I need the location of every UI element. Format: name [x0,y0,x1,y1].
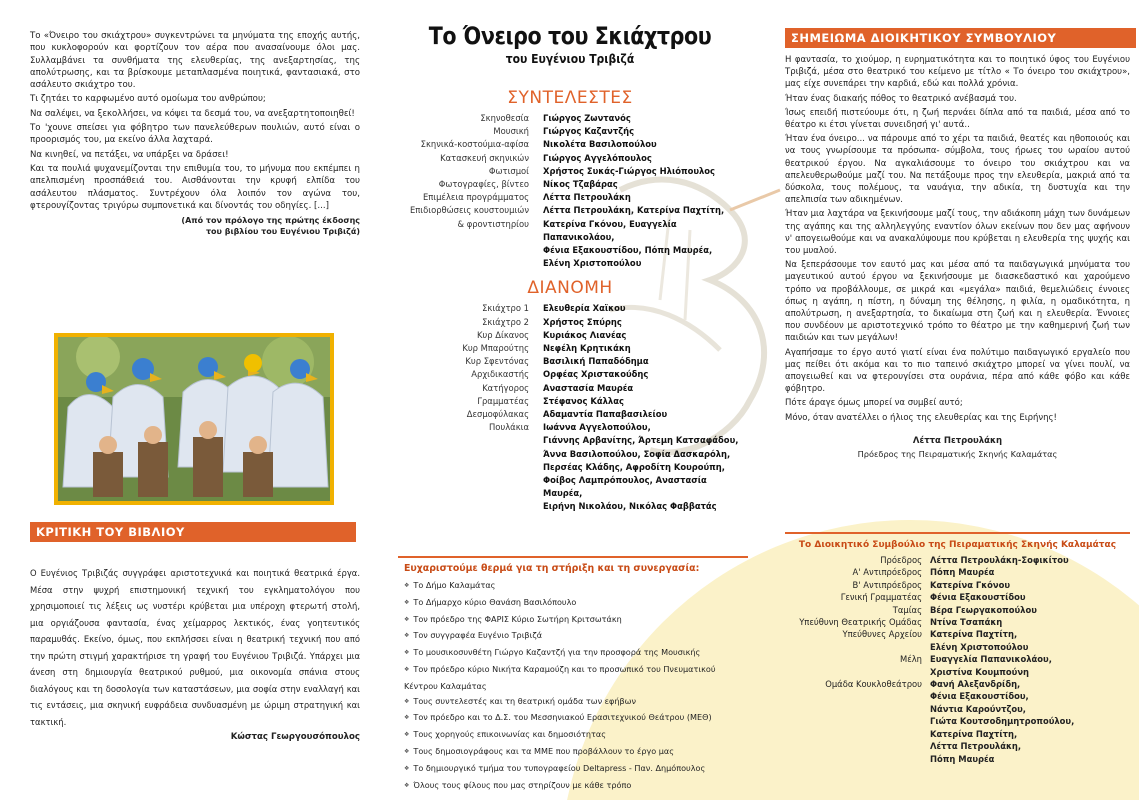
credit-name: Χρήστος Συκάς-Γιώργος Ηλιόπουλος [543,165,716,176]
critique-author: Κώστας Γεωργουσόπουλος [230,732,360,742]
cast-names [543,355,745,368]
cast-row [395,395,745,408]
board-note-paragraph: Ήταν μια λαχτάρα να ξεκινήσουμε μαζί τους, την αδιάκοπη μάχη των δυνάμεων της αγάπης και της αλληλεγγύης εναντίον όλων εκείνων που δεν μας αφήνουν ν' απογειωθούμε και να ανακαλύψουμε που κρύβεται η ελευθερία της ψυχής και του μυαλού. [785,209,1130,257]
credit-row [395,125,745,138]
intro-paragraph: Το 'χουνε σπείσει για φόβητρο των πανελεύθερων πουλιών, αυτό είναι ο προορισμός του, μα εκείνο άλλα λαχταρά. [30,123,360,146]
board-member-name: Ελένη Χριστοπούλου [930,641,1029,652]
thanks-section [398,556,748,794]
board-member-names [930,604,1130,616]
board-member-role: Α' Αντιπρόεδρος [852,567,922,578]
credit-name: Γιώργος Καζαντζής [543,126,635,137]
cast-role-text: Γραμματέας [477,395,529,406]
cast-names [543,408,745,421]
board-member-row [785,678,1130,765]
cast-role [395,408,543,421]
credit-row [395,165,745,178]
board-member-name: Βέρα Γεωργακοπούλου [930,604,1037,615]
credit-name: Λέττα Πετρουλάκη [543,192,631,203]
thanks-item: ❖ Τον πρόεδρο και το Δ.Σ. του Μεσσηνιακού Ερασιτεχνικού Θεάτρου (ΜΕΘ) [404,710,748,727]
board-member-row [785,653,1130,678]
cast-name: Ιωάννα Αγγελοπούλου, [543,422,651,433]
intro-paragraph: Και τα πουλιά ψυχανεμίζονται την επιθυμία του, το μήνυμα που εκπέμπει η απελπισμένη προσπάθειά του. Αισθάνονται την κρυφή ελπίδα του ασάλευτου πλάσματος. Συντρέχουν όλα λοιπόν τον αγώνα του, φτερουγίζοντας τριγύρω συμπονετικά και δίνοντάς του οδηγίες. [...] [30,163,360,211]
credit-row [395,204,745,270]
credit-role [395,138,543,151]
credit-name: Ελένη Χριστοπούλου [543,258,642,269]
right-column [785,28,1130,459]
credit-role [395,112,543,125]
credit-role [395,191,543,204]
board-note-paragraph: Πότε άραγε όμως μπορεί να συμβεί αυτό; [785,398,963,409]
cast-role [395,382,543,395]
credit-names [543,204,745,270]
cast-role-text: Κυρ Δίκανος [476,329,529,340]
cast-name: Αναστασία Μαυρέα [543,382,634,393]
cast-name: Ειρήνη Νικολάου, Νικόλας Φαββατάς [543,501,717,512]
board-member-name: Χριστίνα Κουμπούνη [930,666,1029,677]
cast-name: Ορφέας Χριστακούδης [543,369,649,380]
thanks-divider [398,556,748,558]
cast-role-text: Σκιάχτρο 2 [482,316,529,327]
board-note-paragraph: Μόνο, όταν ανατέλλει ο ήλιος της ελευθερίας και της Ειρήνης! [785,412,1057,423]
critique-banner: ΚΡΙΤΙΚΗ ΤΟΥ ΒΙΒΛΙΟΥ [30,522,356,542]
board-note-paragraph: Αγαπήσαμε το έργο αυτό γιατί είναι ένα πολύτιμο παιδαγωγικό εργαλείο που μας πείθει ότι ακόμα και το πιο ταπεινό σκιάχτρο μπορεί να γίνει πουλί, να απογειωθεί και να φτερουγίσει στα ουράνια, πέρα από κάθε φόβο και κάθε φόβητρο. [785,347,1130,395]
board-member-name: Φανή Αλεξανδρίδη, [930,679,1021,690]
credit-row [395,191,745,204]
thanks-item: ❖ Όλους τους φίλους που μας στηρίζουν με κάθε τρόπο [404,778,748,795]
credit-name: Γιώργος Αγγελόπουλος [543,152,652,163]
credit-role [395,204,543,270]
board-member-names [930,653,1130,678]
cast-row [395,342,745,355]
cast-role-text: Κατήγορος [482,382,529,393]
board-member-role: Υπεύθυνες Αρχείου [842,629,922,640]
credit-role-text: Κατασκευή σκηνικών [440,152,529,163]
board-member-name: Κατερίνα Παχτίτη, [930,629,1018,640]
credit-role [395,165,543,178]
credit-role [395,178,543,191]
credit-names [543,178,745,191]
cast-names [543,342,745,355]
cast-role-text: Αρχιδικαστής [471,369,529,380]
credit-role-text: Μουσική [493,126,529,137]
credit-row [395,152,745,165]
thanks-heading: Ευχαριστούμε θερμά για τη στήριξη και τη συνεργασία: [404,563,700,574]
board-note-signature: Λέττα Πετρουλάκη [912,435,1003,446]
board-member-role: Β' Αντιπρόεδρος [852,579,922,590]
cast-name: Χρήστος Σπύρης [543,316,622,327]
credit-row [395,178,745,191]
credit-name: Νικολέτα Βασιλοπούλου [543,139,657,150]
cast-name: Στέφανος Κάλλας [543,395,624,406]
credit-role [395,152,543,165]
board-member-row [785,591,1130,603]
board-member-names [930,591,1130,603]
credit-name: Φένια Εξακουστίδου, Πόπη Μαυρέα, [543,245,713,256]
cast-name: Περσέας Κλάδης, Αφροδίτη Κουρούπη, [543,461,725,472]
board-member-name: Πόπη Μαυρέα [930,753,995,764]
credit-role-text: Φωτισμοί [488,165,529,176]
cast-role [395,302,543,315]
thanks-item: ❖ Τους χορηγούς επικοινωνίας και δημοσιότητας [404,727,748,744]
thanks-item: ❖ Τον πρόεδρο της ΦΑΡΙΣ Κύριο Σωτήρη Κριτσωτάκη [404,612,748,629]
board-member-row [785,628,1130,653]
board-member-names [930,554,1130,566]
intro-paragraph: Τι ζητάει το καρφωμένο αυτό ομοίωμα του ανθρώπου; [30,94,266,105]
cast-role [395,395,543,408]
prologue-note-line1: (Από τον πρόλογο της πρώτης έκδοσης [181,216,360,226]
board-member-name: Ντίνα Τσαπάκη [930,617,1003,628]
cast-role [395,368,543,381]
intro-text [30,30,360,212]
play-title: Το Όνειρο του Σκιάχτρου [428,22,712,50]
cast-role [395,421,543,513]
cast-name: Αδαμαντία Παπαβασιλείου [543,409,668,420]
cast-heading: ΔΙΑΝΟΜΗ [527,278,613,299]
credit-role-text: Φωτογραφίες, βίντεο [438,179,529,190]
middle-column [395,22,745,514]
cast-name: Γιάννης Αρβανίτης, Άρτεμη Κατσαφάδου, [543,435,739,446]
thanks-item: ❖ Το Δήμο Καλαμάτας [404,578,748,595]
critique-text: Ο Ευγένιος Τριβιζάς συγγράφει αριστοτεχνικά και ποιητικά θεατρικά έργα. Μέσα στην ψυχρή επιστημονική τεχνική του εγκληματολόγου που χρησιμοποιεί τις λέξεις ως νυστέρι κρύβεται μια υπέροχη φτερωτή στολή, μια οργιάζουσα φαντασία, ένας χείμαρρος λεκτικός, ένας γοητευτικός παραμυθάς. Εκείνο, όμως, που εκπλήσσει είναι η θεατρική τεχνική που από την πρώτη στιγμή χαρακτήρισε τη γραφή του Ευγένιου Τριβιζά. Υπάρχει μια άνεση στη δημιουργία θεατρικού ρυθμού, μια οικονομία σπάνια στους διαλόγους και τη δοσολογία των καταστάσεων, μια σοφία στην εναλλαγή και τις εντάσεις, μια σκηνική ευφράδεια συνδυασμένη με ώριμη στρατηγική και τακτική. [30,568,360,727]
board-member-role: Ταμίας [892,604,922,615]
credit-row [395,112,745,125]
thanks-item: ❖ Τον συγγραφέα Ευγένιο Τριβιζά [404,628,748,645]
board-member-role: Γενική Γραμματέας [840,592,922,603]
credits-list [395,112,745,270]
cast-role-text: Κυρ Μπαρούτης [462,343,529,354]
intro-paragraph: Να σαλέψει, να ξεκολλήσει, να κόψει τα δεσμά του, να ανεξαρτητοποιηθεί! [30,108,355,119]
cast-name: Άννα Βασιλοπούλου, Σοφία Δασκαρόλη, [543,448,731,459]
credit-names [543,138,745,151]
cast-row [395,316,745,329]
board-member-role: Πρόεδρος [880,555,922,565]
cast-names [543,421,745,513]
cast-names [543,302,745,315]
cast-names [543,382,745,395]
board-note-banner: ΣΗΜΕΙΩΜΑ ΔΙΟΙΚΗΤΙΚΟΥ ΣΥΜΒΟΥΛΙΟΥ [785,28,1136,48]
cast-name: Ελευθερία Χαϊκου [543,303,626,314]
board-member-name: Κατερίνα Γκόνου [930,579,1011,590]
board-note-paragraph: Ήταν ένας διακαής πόθος το θεατρικό ανέβασμά του. [785,93,1017,104]
credit-names [543,125,745,138]
cast-role [395,329,543,342]
cast-role-text: Σκιάχτρο 1 [482,303,529,314]
board-list [785,554,1130,765]
credit-role-text: Σκηνικά-κοστούμια-αφίσα [420,139,529,150]
prologue-note-line2: του βιβλίου του Ευγένιου Τριβιζά) [205,227,360,237]
cast-photo [54,333,334,505]
intro-paragraph: Το «Όνειρο του σκιάχτρου» συγκεντρώνει τα μηνύματα της εποχής αυτής, που κυκλοφορούν και φορτίζουν τον αέρα που ανασαίνουμε όλοι μας. Συλλαμβάνει τα συνθήματα της ελευθερίας, της ανεξαρτησίας, της απολύτρωσης, και τα βρίσκουμε μεταπλασμένα ποιητικά, φαντασιακά, στο ασάλευτο σκιάχτρο του. [30,31,360,91]
board-note-paragraph: Να ξεπεράσουμε τον εαυτό μας και μέσα από τα παιδαγωγικά μηνύματα του μαγευτικού αυτού έργου να ξεκινήσουμε με διασκεδαστικό και χαρούμενο τρόπο να προβάλλουμε, σε μικρά και «μεγάλα» παιδιά, θεμελιώδεις έννοιες όπως η αγάπη, η πίστη, η δύναμη της θέλησης, η φιλία, η ομαδικότητα, η απολύτρωση, η ανεξαρτησία, το δικαίωμα στη ζωή και η ελευθερία. Έννοιες που συνδέουν με αριστοτεχνικό τρόπο το θέατρο με την καθημερινή ζωή των παιδιών και των μεγάλων! [785,260,1130,344]
board-members-section [785,532,1130,765]
board-member-name: Γιώτα Κουτσοδημητροπούλου, [930,716,1075,727]
cast-row [395,302,745,315]
cast-role-text: Κυρ Σφεντόνας [465,356,529,367]
board-note-paragraph: Ήταν ένα όνειρο... να πάρουμε από το χέρι τα παιδιά, θεατές και ηθοποιούς και να τους γνωρίσουμε τα πρόσωπα- σύμβολα, τους ήρωες του ωραίου αυτού θεατρικού έργου. Να αγκαλιάσουμε το όνειρο του σκιάχτρου και να απελευθερωθούμε μαζί του. Να πετάξουμε προς την ελευθερία, μακριά από τα δύσκολα, τους πολέμους, τα ναυάγια, την αδικία, τη δυστυχία και την απελπισία των αδικημένων. [785,134,1130,206]
thanks-item: ❖ Τους συντελεστές και τη θεατρική ομάδα των εφήβων [404,694,748,711]
thanks-list [404,578,748,794]
board-member-name: Λέττα Πετρουλάκη-Σοφικίτου [930,555,1069,565]
credit-name: Νίκος Τζαβάρας [543,179,618,190]
credit-names [543,165,745,178]
cast-names [543,395,745,408]
credits-heading: ΣΥΝΤΕΛΕΣΤΕΣ [507,88,633,108]
cast-list [395,302,745,513]
critique-section [30,565,360,742]
cast-row [395,382,745,395]
board-member-names [930,628,1130,653]
board-heading: Το Διοικητικό Συμβούλιο της Πειραματικής Σκηνής Καλαμάτας [798,540,1117,550]
board-member-role: Υπεύθυνη Θεατρικής Ομάδας [799,617,922,628]
board-member-row [785,604,1130,616]
cast-row [395,329,745,342]
cast-name: Φοίβος Λαμπρόπουλος, Αναστασία Μαυρέα, [543,475,707,499]
credit-name: Κατερίνα Γκόνου, Ευαγγελία Παπανικολάου, [543,218,677,242]
cast-name: Βασιλική Παπαδόδημα [543,356,649,367]
cast-role [395,316,543,329]
board-member-row [785,579,1130,591]
credit-name: Γιώργος Ζωντανός [543,113,631,123]
thanks-item: ❖ Το Δήμαρχο κύριο Θανάση Βασιλόπουλο [404,595,748,612]
board-divider [785,532,1130,534]
board-member-name: Φένια Εξακουστίδου, [930,691,1029,702]
thanks-item: ❖ Το δημιουργικό τμήμα του τυπογραφείου Deltapress - Παν. Δημόπουλος [404,761,748,778]
cast-names [543,368,745,381]
board-member-names [930,579,1130,591]
board-member-name: Λέττα Πετρουλάκη, [930,741,1022,752]
credit-names [543,191,745,204]
credit-names [543,112,745,125]
cast-row [395,421,745,513]
board-member-role: Μέλη [899,654,922,665]
board-member-names [930,616,1130,628]
cast-photo-image [58,337,330,501]
intro-paragraph: Να κινηθεί, να πετάξει, να υπάρξει να δράσει! [30,149,229,160]
board-member-name: Κατερίνα Παχτίτη, [930,728,1018,739]
cast-role [395,342,543,355]
thanks-item: ❖ Το μουσικοσυνθέτη Γιώργο Καζαντζή για την προσφορά της Μουσικής [404,645,748,662]
play-subtitle: του Ευγένιου Τριβιζά [505,52,635,66]
cast-role-text: Δεσμοφύλακας [466,409,529,420]
credit-row [395,138,745,151]
cast-photo-illustration [58,337,330,501]
board-note-paragraph: Ίσως επειδή πιστεύουμε ότι, η ζωή περνάει δίπλα από τα παιδιά, μέσα από το θέατρο κι έτσι γίνεται συνειδησή γι' αυτά.. [785,107,1130,131]
credit-role-text: Επιμέλεια προγράμματος [422,192,529,203]
board-note-paragraph: Η φαντασία, το χιούμορ, η ευρηματικότητα και το ποιητικό ύφος του Ευγένιου Τριβιζά, μέσα στο θεατρικό του κείμενο με τίτλο « Το όνειρο του σκιάχτρου», μας είχε συνεπάρει την καρδιά, εδώ και πολλά χρόνια. [785,55,1130,90]
cast-names [543,329,745,342]
credit-names [543,152,745,165]
cast-names [543,316,745,329]
board-member-name: Πόπη Μαυρέα [930,567,995,578]
board-member-row [785,566,1130,578]
left-column [30,30,360,237]
board-note-text [785,54,1130,424]
board-member-row [785,616,1130,628]
cast-name: Νεφέλη Κρητικάκη [543,343,631,354]
credit-name: Λέττα Πετρουλάκη, Κατερίνα Παχτίτη, [543,205,725,216]
board-member-name: Φένια Εξακουστίδου [930,592,1026,603]
board-member-role: Ομάδα Κουκλοθεάτρου [825,679,922,690]
cast-row [395,408,745,421]
thanks-item: ❖ Τους δημοσιογράφους και τα ΜΜΕ που προβάλλουν το έργο μας [404,744,748,761]
credit-role-text: Σκηνοθεσία [480,113,529,123]
board-member-row [785,554,1130,566]
cast-row [395,368,745,381]
board-member-name: Ευαγγελία Παπανικολάου, [930,654,1052,665]
credit-role [395,125,543,138]
board-member-name: Νάντια Καρούντζου, [930,703,1026,714]
credit-role-text: & φροντιστηρίου [457,218,529,229]
board-member-names [930,566,1130,578]
cast-name: Κυριάκος Λιανέας [543,329,627,340]
credit-role-text: Επιδιορθώσεις κουστουμιών [409,205,529,216]
board-note-signature-role: Πρόεδρος της Πειραματικής Σκηνής Καλαμάτας [857,448,1058,459]
board-member-names [930,678,1130,765]
cast-row [395,355,745,368]
thanks-item: ❖ Τον πρόεδρο κύριο Νικήτα Καραμούζη και το προσωπικό του Πνευματικού Κέντρου Καλαμάτας [404,662,748,694]
cast-role [395,355,543,368]
cast-role-text: Πουλάκια [488,422,529,433]
